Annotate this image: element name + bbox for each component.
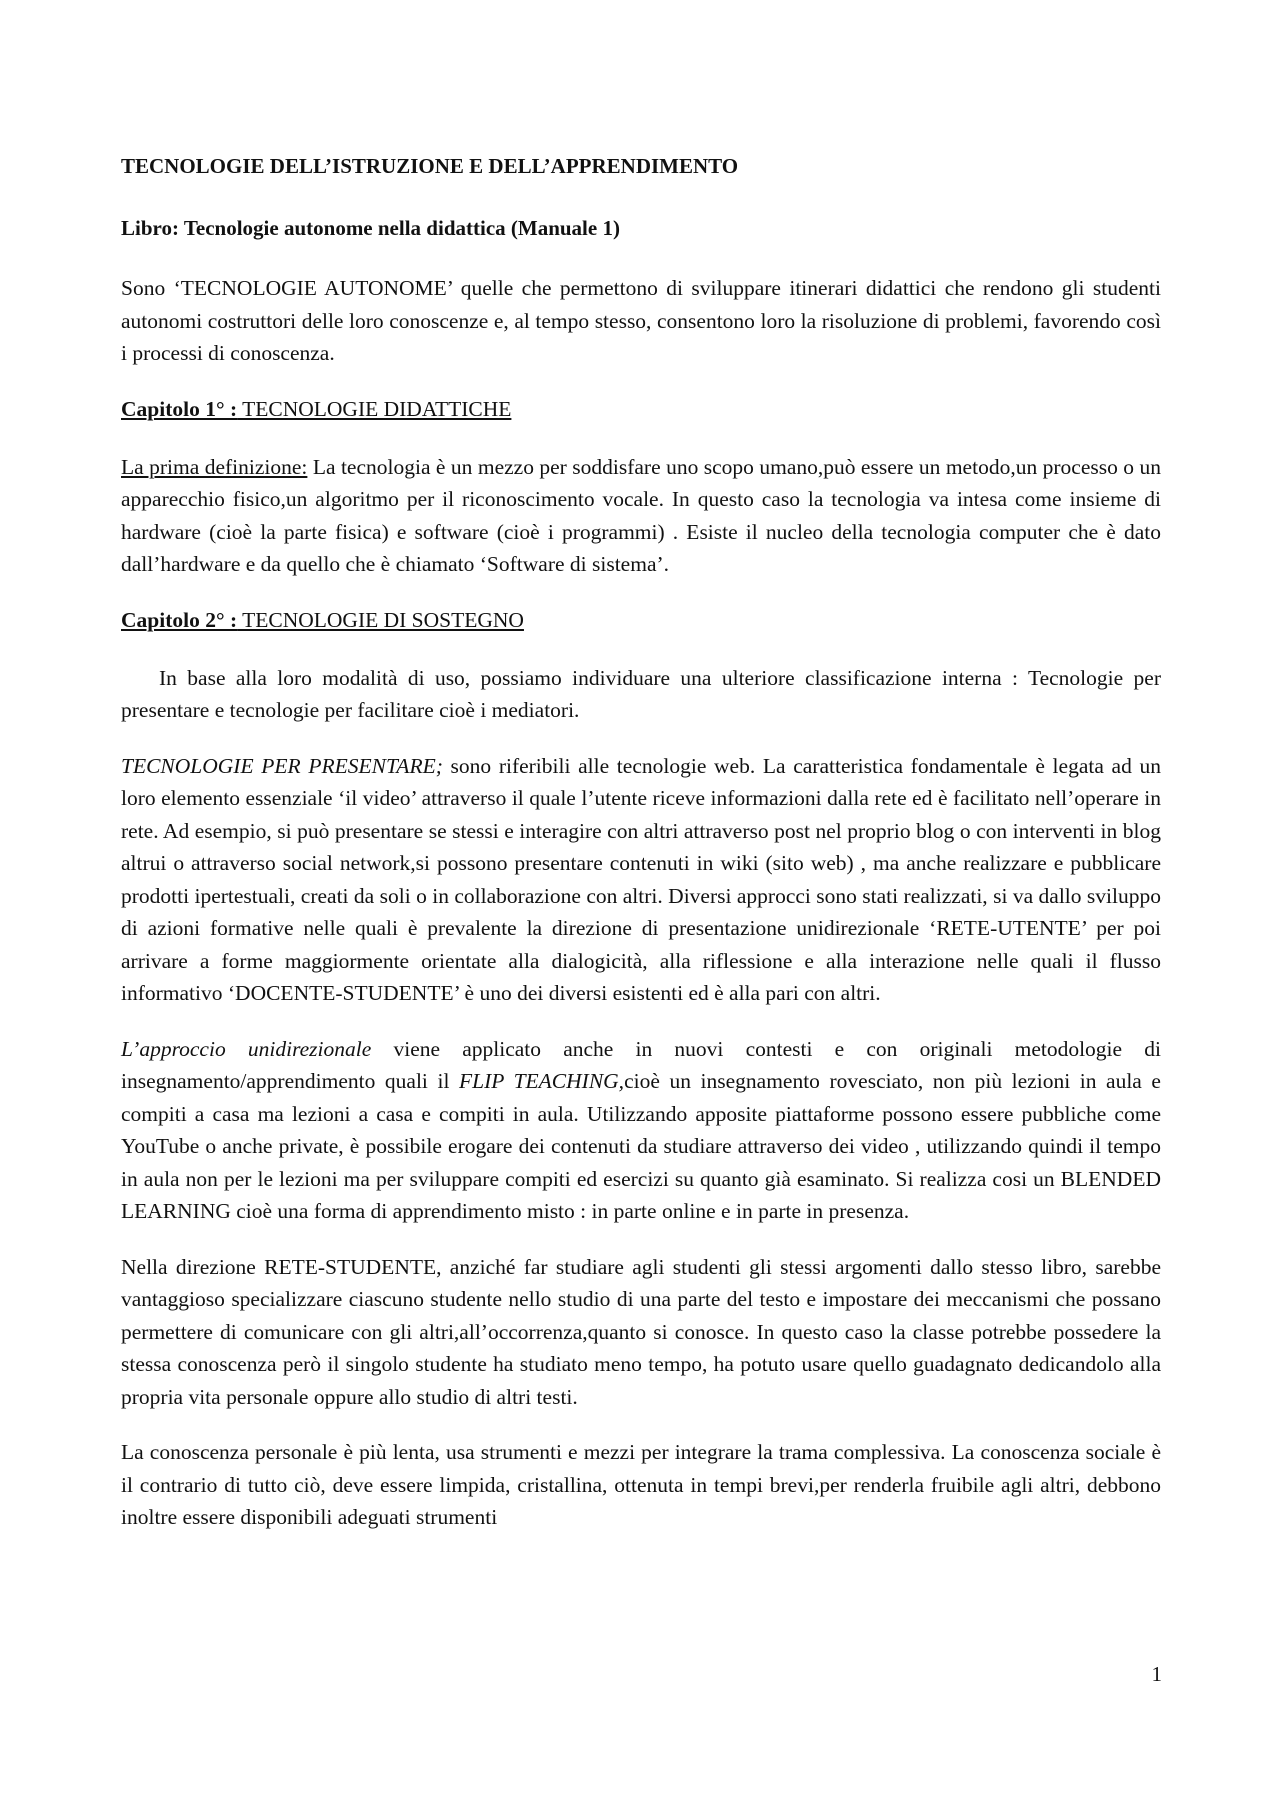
chapter-1-heading bbox=[121, 393, 1161, 425]
unidirezionale-text-a: viene applicato anche in nuovi contesti e con originali metodologie di insegnamento/apprendimento quali il bbox=[121, 1036, 1161, 1093]
document-title: TECNOLOGIE DELL’ISTRUZIONE E DELL’APPRENDIMENTO bbox=[121, 154, 739, 178]
chapter-1-title: TECNOLOGIE DIDATTICHE bbox=[237, 396, 512, 421]
chapter-2-heading bbox=[121, 604, 1161, 636]
unidirezionale-term: L’approccio unidirezionale bbox=[121, 1036, 372, 1061]
chapter-2-paragraph-2 bbox=[121, 750, 1161, 1010]
presentare-term: TECNOLOGIE PER PRESENTARE; bbox=[121, 753, 443, 778]
chapter-1-label: Capitolo 1° : bbox=[121, 396, 238, 421]
chapter-2-paragraph-4: Nella direzione RETE-STUDENTE, anziché far studiare agli studenti gli stessi argomenti dallo stesso libro, sarebbe vantaggioso specializzare ciascuno studente nello studio di una parte del testo e impostare dei meccanismi che possano permettere di comunicare con gli altri,all’occorrenza,quanto si conosce. In questo caso la classe potrebbe possedere la stessa conoscenza però il singolo studente ha studiato meno tempo, ha potuto usare quello guadagnato dedicandolo alla propria vita personale oppure allo studio di altri testi. bbox=[121, 1254, 1161, 1409]
definition-label: La prima definizione: bbox=[121, 454, 308, 479]
definition-text: La tecnologia è un mezzo per soddisfare uno scopo umano,può essere un metodo,un processo o un apparecchio fisico,un algoritmo per il riconoscimento vocale. In questo caso la tecnologia va intesa come insieme di hardware (cioè la parte fisica) e software (cioè i programmi) . Esiste il nucleo della tecnologia computer che è dato dall’hardware e da quello che è chiamato ‘Software di sistema’. bbox=[121, 454, 1161, 576]
chapter-2-paragraph-1: In base alla loro modalità di uso, possiamo individuare una ulteriore classificazione interna : Tecnologie per presentare e tecnologie per facilitare cioè i mediatori. bbox=[121, 665, 1161, 722]
flip-teaching-term: FLIP TEACHING, bbox=[459, 1069, 625, 1093]
document-page bbox=[121, 150, 1161, 1557]
chapter-1-definition bbox=[121, 451, 1161, 581]
chapter-2-paragraph-5: La conoscenza personale è più lenta, usa strumenti e mezzi per integrare la trama complessiva. La conoscenza sociale è il contrario di tutto ciò, deve essere limpida, cristallina, ottenuta in tempi brevi,per renderla fruibile agli altri, debbono inoltre essere disponibili adeguati strumenti bbox=[121, 1440, 1161, 1529]
chapter-2-paragraph-3 bbox=[121, 1033, 1161, 1228]
page-number: 1 bbox=[1151, 1662, 1162, 1686]
unidirezionale-text-b: cioè un insegnamento rovesciato, non più lezioni in aula e compiti a casa ma lezioni a casa e compiti in aula. Utilizzando apposite piattaforme possono essere pubbliche come YouTube o anche private, è possibile erogare dei contenuti da studiare attraverso dei video , utilizzando quindi il tempo in aula non per le lezioni ma per sviluppare compiti ed esercizi su quanto già esaminato. Si realizza cosi un BLENDED LEARNING cioè una forma di apprendimento misto : in parte online e in parte in presenza. bbox=[121, 1069, 1161, 1223]
chapter-2-title: TECNOLOGIE DI SOSTEGNO bbox=[237, 607, 524, 632]
chapter-2-label: Capitolo 2° : bbox=[121, 607, 238, 632]
intro-paragraph: Sono ‘TECNOLOGIE AUTONOME’ quelle che permettono di sviluppare itinerari didattici che rendono gli studenti autonomi costruttori delle loro conoscenze e, al tempo stesso, consentono loro la risoluzione di problemi, favorendo così i processi di conoscenza. bbox=[121, 276, 1161, 365]
presentare-text: sono riferibili alle tecnologie web. La caratteristica fondamentale è legata ad un loro elemento essenziale ‘il video’ attraverso il quale l’utente riceve informazioni dalla rete ed è facilitato nell’operare in rete. Ad esempio, si può presentare se stessi e interagire con altri attraverso post nel proprio blog o con interventi in blog altrui o attraverso social network,si possono presentare contenuti in wiki (sito web) , ma anche realizzare e pubblicare prodotti ipertestuali, creati da soli o in collaborazione con altri. Diversi approcci sono stati realizzati, si va dallo sviluppo di azioni formative nelle quali è prevalente la direzione di presentazione unidirezionale ‘RETE-UTENTE’ per poi arrivare a forme maggiormente orientate alla dialogicità, alla riflessione e alla interazione nelle quali il flusso informativo ‘DOCENTE-STUDENTE’ è uno dei diversi esistenti ed è alla pari con altri. bbox=[121, 753, 1161, 1005]
book-reference: Libro: Tecnologie autonome nella didattica (Manuale 1) bbox=[121, 216, 620, 240]
